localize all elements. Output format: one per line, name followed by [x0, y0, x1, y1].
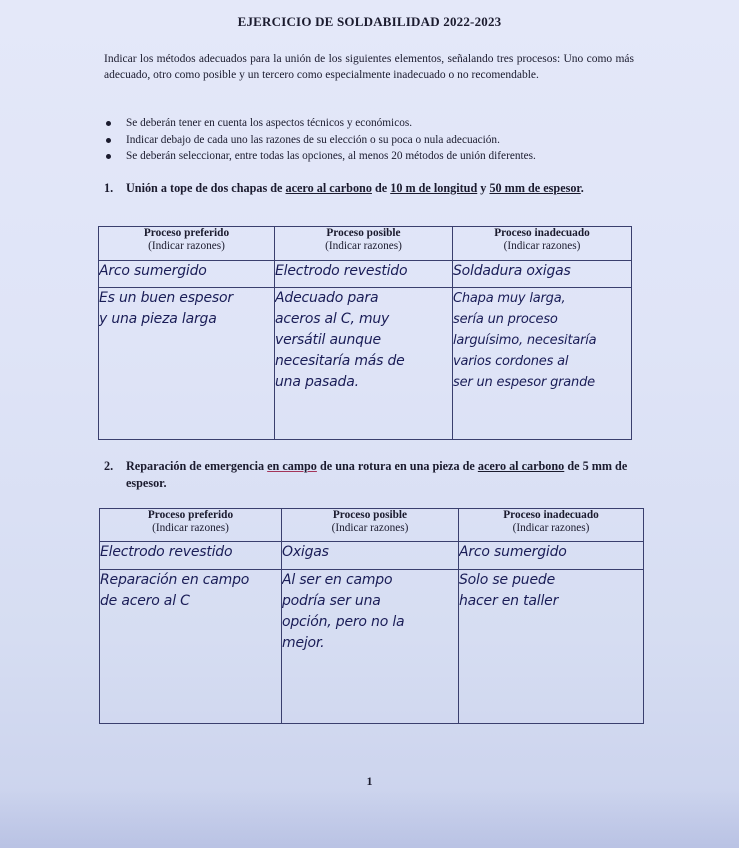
- instruction-item: Indicar debajo de cada uno las razones de su elección o su poca o nula adecuación.: [104, 132, 644, 149]
- header-preferred: Proceso preferido (Indicar razones): [99, 227, 275, 261]
- answer-preferred: Arco sumergido: [99, 261, 275, 288]
- reason-preferred: Reparación en campo de acero al C: [100, 570, 282, 724]
- instructions-paragraph: Indicar los métodos adecuados para la unión de los siguientes elementos, señalando tres procesos: Uno como más adecuado, otro como posible y un tercero como especialmente inadecuado o no recomendable.: [104, 53, 634, 81]
- answer-table-2: [99, 508, 644, 724]
- answer-inadequate: Arco sumergido: [459, 542, 644, 570]
- header-inadequate: Proceso inadecuado (Indicar razones): [453, 227, 632, 261]
- document-title: EJERCICIO DE SOLDABILIDAD 2022-2023: [237, 14, 502, 29]
- reason-possible: Adecuado para aceros al C, muy versátil aunque necesitaría más de una pasada.: [275, 288, 453, 440]
- reason-inadequate: Chapa muy larga, sería un proceso larguísimo, necesitaría varios cordones al ser un espesor grande: [453, 288, 632, 440]
- question-number: 1.: [104, 181, 114, 195]
- instruction-list: [104, 115, 644, 165]
- reason-inadequate: Solo se puede hacer en taller: [459, 570, 644, 724]
- answer-possible: Oxigas: [282, 542, 459, 570]
- question-text: Reparación de emergencia en campo de una rotura en una pieza de acero al carbono de 5 mm de espesor.: [126, 459, 628, 490]
- instruction-item: Se deberán seleccionar, entre todas las opciones, al menos 20 métodos de unión diferentes.: [104, 148, 644, 165]
- header-preferred: Proceso preferido (Indicar razones): [100, 509, 282, 542]
- question-2: [104, 458, 649, 492]
- header-possible: Proceso posible (Indicar razones): [282, 509, 459, 542]
- question-1: [104, 180, 644, 197]
- header-possible: Proceso posible (Indicar razones): [275, 227, 453, 261]
- reason-preferred: Es un buen espesor y una pieza larga: [99, 288, 275, 440]
- answer-preferred: Electrodo revestido: [100, 542, 282, 570]
- page-number: 1: [366, 774, 373, 788]
- question-number: 2.: [104, 459, 114, 473]
- question-text: Unión a tope de dos chapas de acero al carbono de 10 m de longitud y 50 mm de espesor.: [126, 181, 584, 195]
- header-inadequate: Proceso inadecuado (Indicar razones): [459, 509, 644, 542]
- reason-possible: Al ser en campo podría ser una opción, pero no la mejor.: [282, 570, 459, 724]
- instruction-item: Se deberán tener en cuenta los aspectos técnicos y económicos.: [104, 115, 644, 132]
- page-shadow: [0, 788, 739, 848]
- answer-possible: Electrodo revestido: [275, 261, 453, 288]
- answer-inadequate: Soldadura oxigas: [453, 261, 632, 288]
- answer-table-1: [98, 226, 632, 440]
